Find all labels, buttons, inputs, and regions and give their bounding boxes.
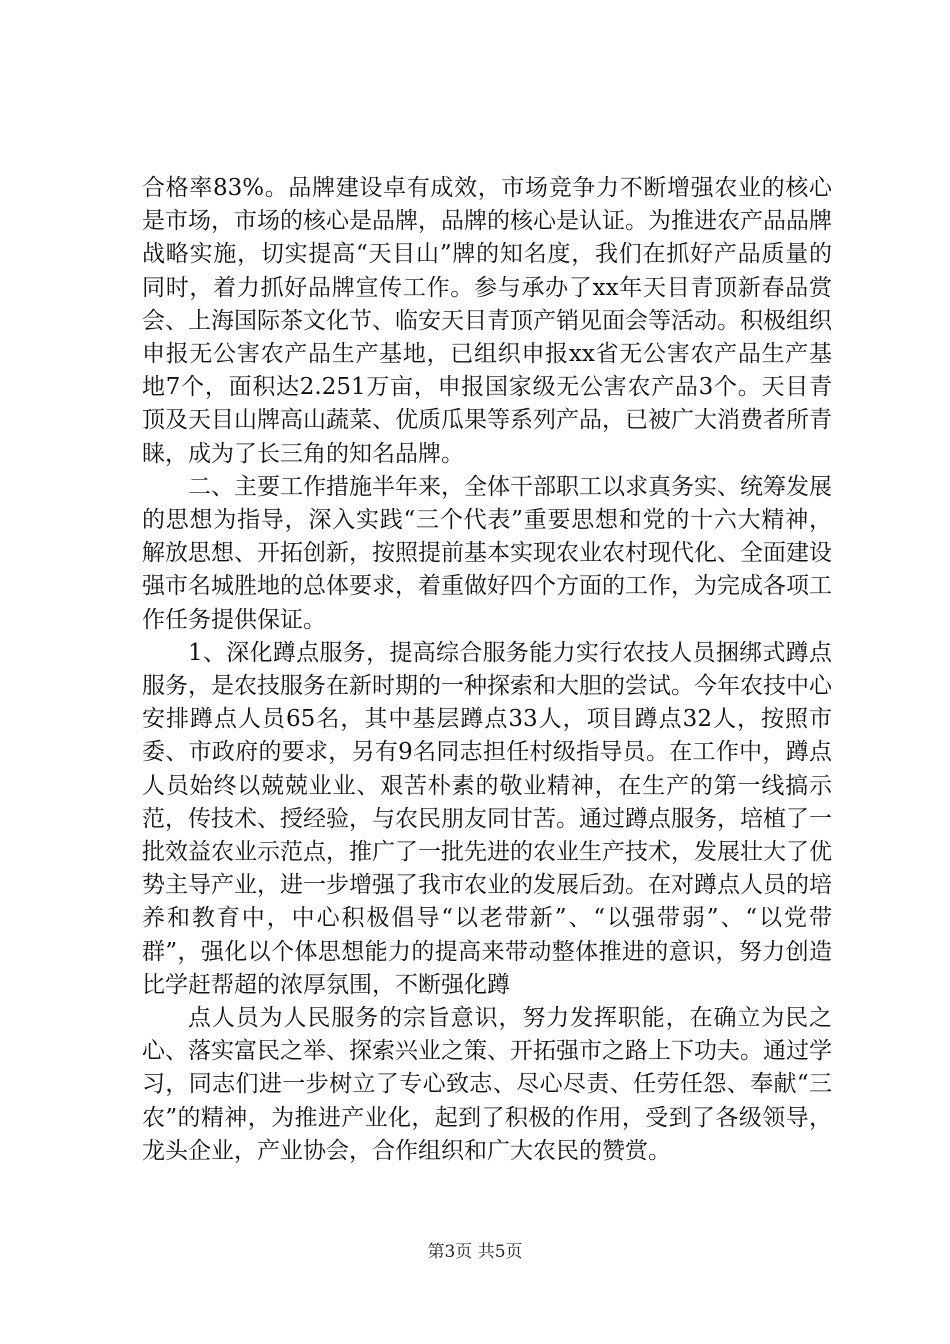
page-footer (0, 1241, 950, 1263)
paragraph-brand-building: 合格率83%。品牌建设卓有成效，市场竞争力不断增强农业的核心是市场，市场的核心是品牌，品牌的核心是认证。为推进农产品品牌战略实施，切实提高“天目山”牌的知名度，我们在抓好产品质量的同时，着力抓好品牌宣传工作。参与承办了xx年天目青顶新春品赏会、上海国际茶文化节、临安天目青顶产销见面会等活动。积极组织申报无公害农产品生产基地，已组织申报xx省无公害农产品生产基地7个，面积达2.251万亩，申报国家级无公害农产品3个。天目青顶及天目山牌高山蔬菜、优质瓜果等系列产品，已被广大消费者所青睐，成为了长三角的知名品牌。 (142, 175, 832, 467)
page-number-label: 第3页 共5页 (427, 1242, 523, 1262)
paragraph-stationed-service: 1、深化蹲点服务，提高综合服务能力实行农技人员捆绑式蹲点服务，是农技服务在新时期的一种探索和大胆的尝试。今年农技中心安排蹲点人员65名，其中基层蹲点33人，项目蹲点32人，按照市委、市政府的要求，另有9名同志担任村级指导员。在工作中，蹲点人员始终以兢兢业业、艰苦朴素的敬业精神，在生产的第一线搞示范，传技术、授经验，与农民朋友同甘苦。通过蹲点服务，培植了一批效益农业示范点，推广了一批先进的农业生产技术，发展壮大了优势主导产业，进一步增强了我市农业的发展后劲。在对蹲点人员的培养和教育中，中心积极倡导“以老带新”、“以强带弱”、“以党带群”，强化以个体思想能力的提高来带动整体推进的意识，努力创造比学赶帮超的浓厚氛围，不断强化蹲 (142, 639, 832, 998)
document-body (142, 172, 832, 1168)
paragraph-service-awareness: 点人员为人民服务的宗旨意识，努力发挥职能，在确立为民之心、落实富民之举、探索兴业之策、开拓强市之路上下功夫。通过学习，同志们进一步树立了专心致志、尽心尽责、任劳任怨、奉献“三农”的精神，为推进产业化，起到了积极的作用，受到了各级领导，龙头企业，产业协会，合作组织和广大农民的赞赏。 (142, 1005, 832, 1164)
paragraph-work-measures: 二、主要工作措施半年来，全体干部职工以求真务实、统筹发展的思想为指导，深入实践“三个代表”重要思想和党的十六大精神，解放思想、开拓创新，按照提前基本实现农业农村现代化、全面建设强市名城胜地的总体要求，着重做好四个方面的工作，为完成各项工作任务提供保证。 (142, 473, 832, 633)
